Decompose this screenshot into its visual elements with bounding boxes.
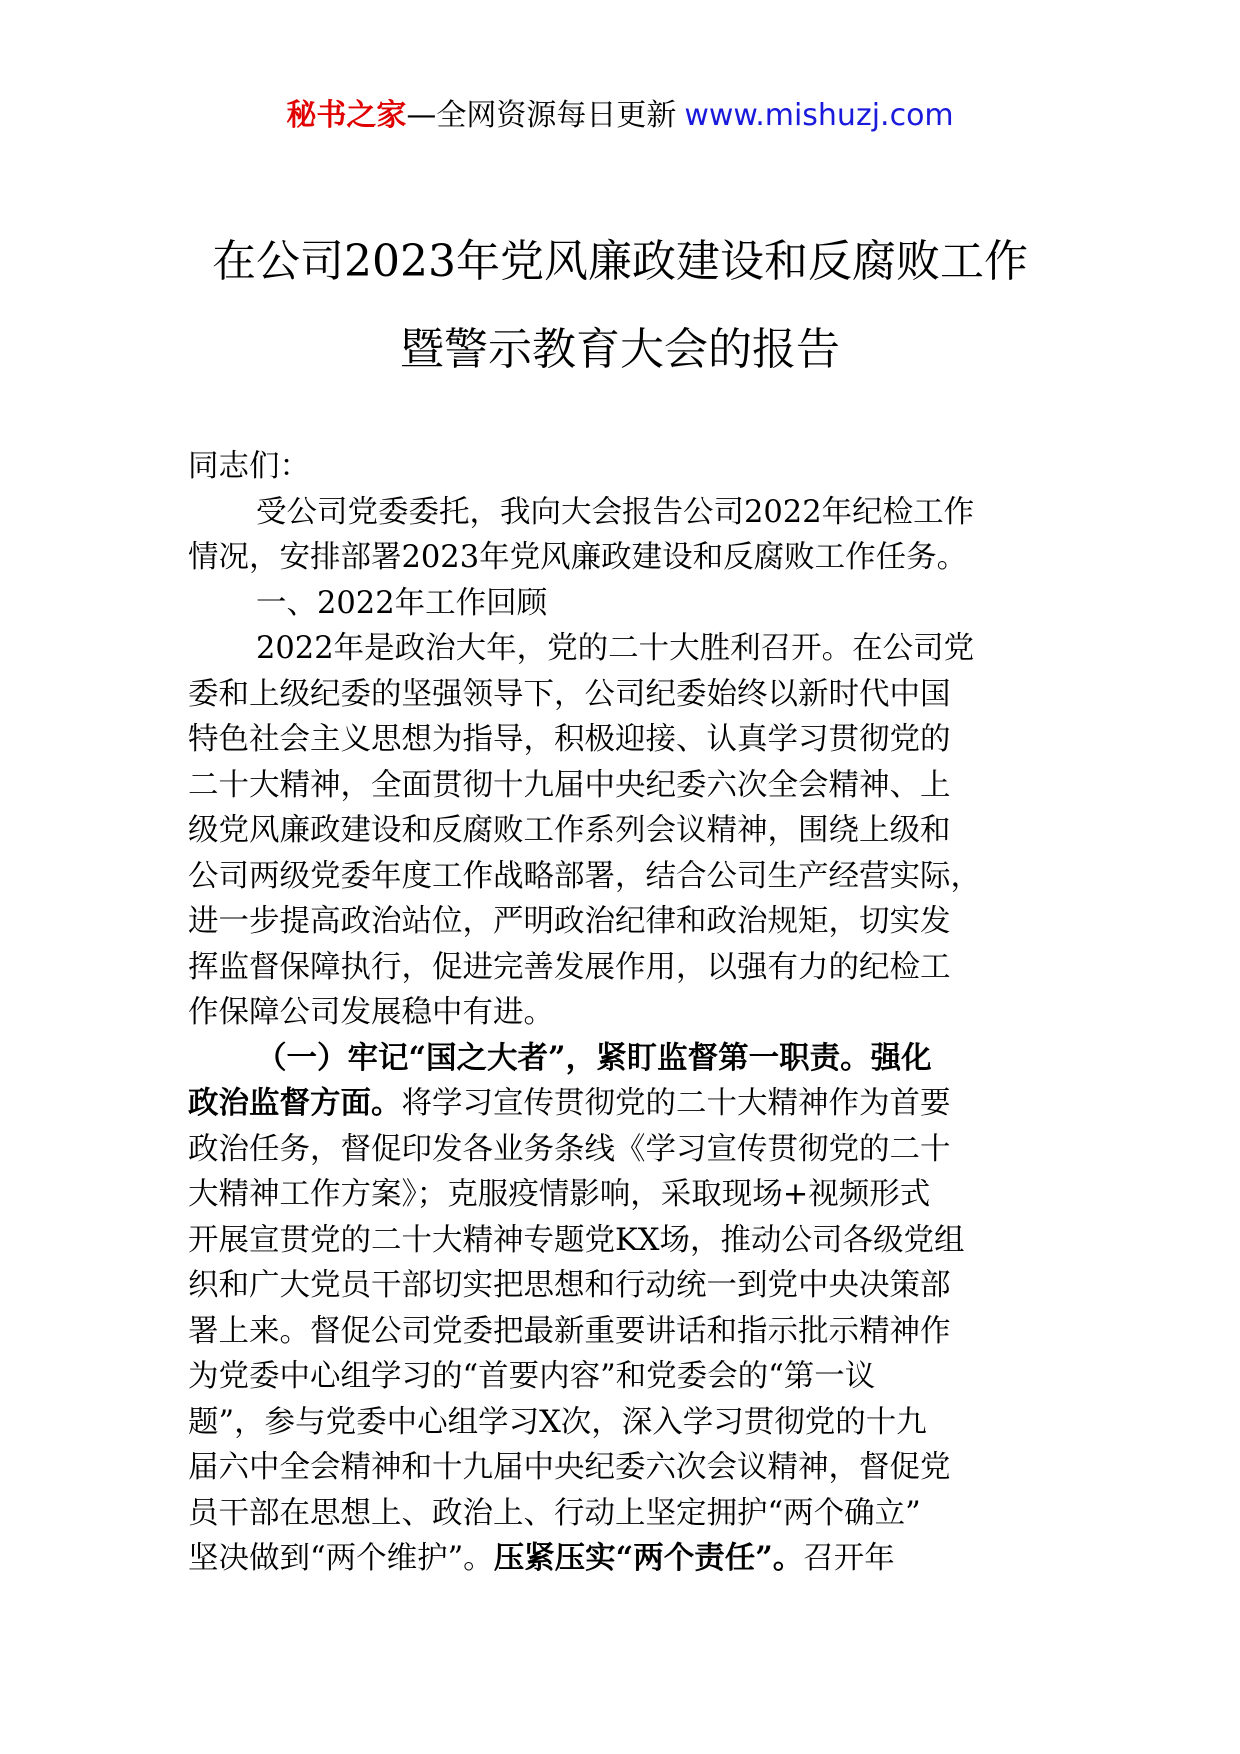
document-title-line-1: 在公司2023年党风廉政建设和反腐败工作 <box>212 236 1028 287</box>
paragraph-line: 大精神工作方案》；克服疫情影响，采取现场+视频形式 <box>188 1177 931 1212</box>
paragraph-line: 受公司党委委托，我向大会报告公司2022年纪检工作 <box>256 494 975 530</box>
paragraph-line: 织和广大党员干部切实把思想和行动统一到党中央决策部 <box>188 1268 951 1303</box>
bold-lead: 政治监督方面。 <box>188 1085 402 1121</box>
paragraph-line: 开展宣贯党的二十大精神专题党KX场，推动公司各级党组 <box>188 1222 965 1258</box>
section-heading: 一、2022年工作回顾 <box>256 585 548 621</box>
paragraph-text: 坚决做到“两个维护”。 <box>188 1541 494 1576</box>
banner-tagline: —全网资源每日更新 <box>406 98 677 133</box>
greeting: 同志们： <box>188 449 310 484</box>
site-banner <box>0 96 1240 136</box>
paragraph-line: 员干部在思想上、政治上、行动上坚定拥护“两个确立” <box>188 1495 921 1531</box>
paragraph-line: 题”，参与党委中心组学习X次，深入学习贯彻党的十九 <box>188 1404 927 1440</box>
paragraph-line: 级党风廉政建设和反腐败工作系列会议精神，围绕上级和 <box>188 813 951 848</box>
site-url-link[interactable]: www.mishuzj.com <box>684 98 954 133</box>
paragraph-line: 作保障公司发展稳中有进。 <box>188 995 554 1030</box>
paragraph-line: 挥监督保障执行，促进完善发展作用，以强有力的纪检工 <box>188 949 951 985</box>
brand-name: 秘书之家 <box>286 98 407 133</box>
paragraph-line: 为党委中心组学习的“首要内容”和党委会的“第一议 <box>188 1359 876 1394</box>
paragraph-line <box>188 1536 1058 1582</box>
bold-lead: 压紧压实“两个责任”。 <box>493 1540 804 1576</box>
paragraph-line: 届六中全会精神和十九届中央纪委六次会议精神，督促党 <box>188 1450 951 1485</box>
paragraph-line: 进一步提高政治站位，严明政治纪律和政治规矩，切实发 <box>188 904 951 939</box>
paragraph-line: 情况，安排部署2023年党风廉政建设和反腐败工作任务。 <box>188 540 968 575</box>
paragraph-line: 二十大精神，全面贯彻十九届中央纪委六次全会精神、上 <box>188 767 951 803</box>
paragraph-line: 政治任务，督促印发各业务条线《学习宣传贯彻党的二十 <box>188 1131 951 1167</box>
paragraph-text: 将学习宣传贯彻党的二十大精神作为首要 <box>401 1086 951 1121</box>
document-body <box>188 444 1058 1582</box>
paragraph-line: 2022年是政治大年，党的二十大胜利召开。在公司党 <box>256 631 975 666</box>
paragraph-line: 委和上级纪委的坚强领导下，公司纪委始终以新时代中国 <box>188 676 951 712</box>
paragraph-line: 署上来。督促公司党委把最新重要讲话和指示批示精神作 <box>188 1313 951 1349</box>
paragraph-text: 召开年 <box>803 1541 895 1576</box>
paragraph-line: 特色社会主义思想为指导，积极迎接、认真学习贯彻党的 <box>188 722 951 757</box>
paragraph-line <box>188 1081 1058 1127</box>
paragraph-line: 公司两级党委年度工作战略部署，结合公司生产经营实际， <box>188 858 981 894</box>
document-title-line-2: 暨警示教育大会的报告 <box>400 324 840 375</box>
subsection-heading: （一）牢记“国之大者”，紧盯监督第一职责。强化 <box>256 1039 932 1076</box>
